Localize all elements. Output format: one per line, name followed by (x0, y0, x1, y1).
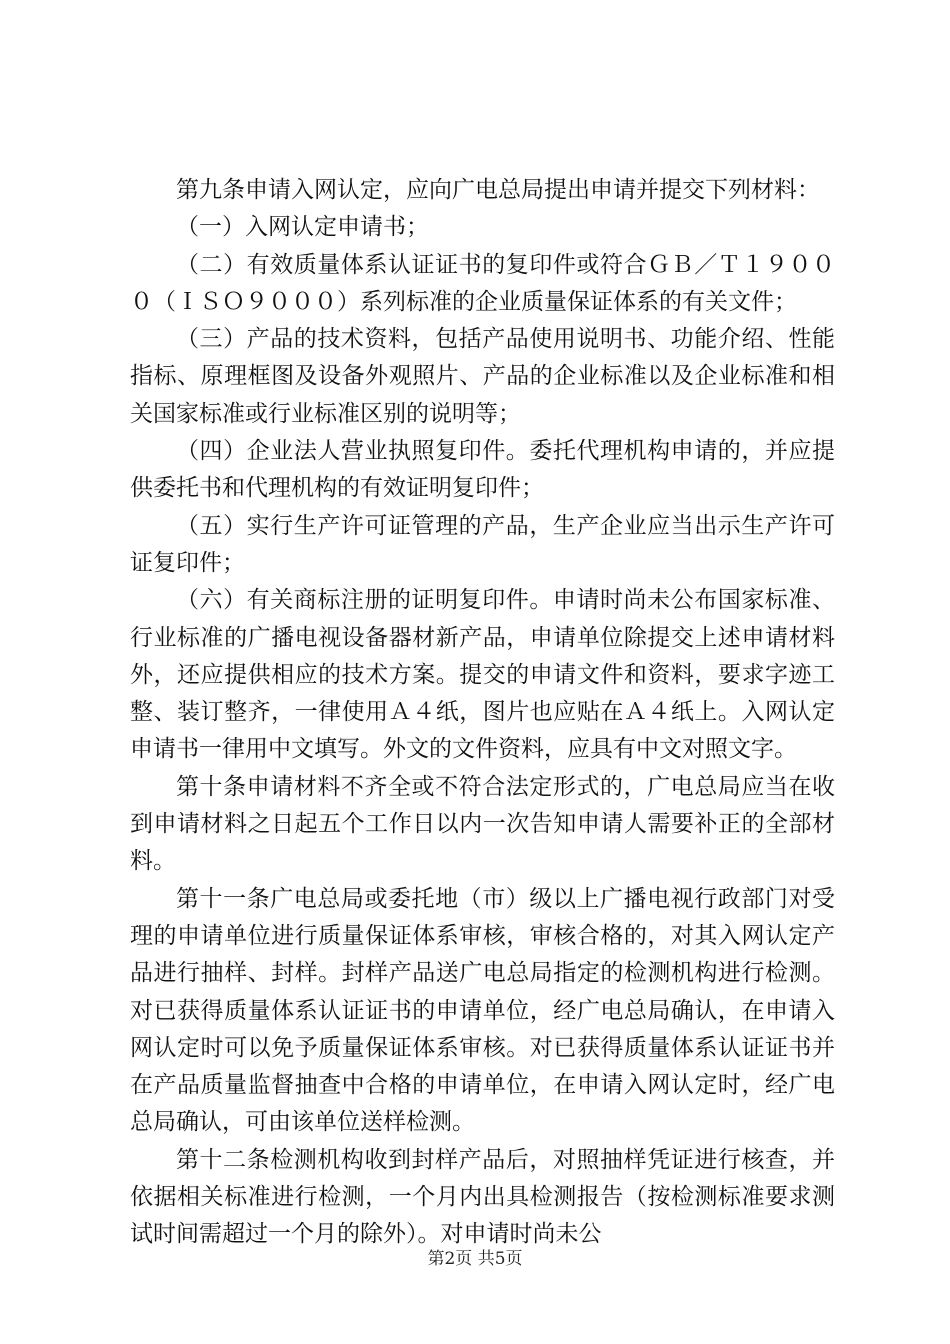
page-number-footer: 第2页 共5页 (427, 1249, 523, 1269)
paragraph-item-3: （三）产品的技术资料，包括产品使用说明书、功能介绍、性能指标、原理框图及设备外观照片、产品的企业标准以及企业标准和相关国家标准或行业标准区别的说明等； (130, 326, 835, 427)
paragraph-item-1: （一）入网认定申请书； (176, 214, 429, 241)
paragraph-article-10: 第十条申请材料不齐全或不符合法定形式的，广电总局应当在收到申请材料之日起五个工作日以内一次告知申请人需要补正的全部材料。 (130, 773, 835, 875)
paragraph-item-6: （六）有关商标注册的证明复印件。申请时尚未公布国家标准、行业标准的广播电视设备器材新产品，申请单位除提交上述申请材料外，还应提供相应的技术方案。提交的申请文件和资料，要求字迹工整、装订整齐，一律使用Ａ４纸，图片也应贴在Ａ４纸上。入网认定申请书一律用中文填写。外文的文件资料，应具有中文对照文字。 (130, 587, 835, 763)
document-body (130, 172, 835, 1254)
paragraph-article-9: 第九条申请入网认定，应向广电总局提出申请并提交下列材料： (176, 177, 820, 203)
paragraph-article-11: 第十一条广电总局或委托地（市）级以上广播电视行政部门对受理的申请单位进行质量保证体系审核，审核合格的，对其入网认定产品进行抽样、封样。封样产品送广电总局指定的检测机构进行检测。对已获得质量体系认证证书的申请单位，经广电总局确认，在申请入网认定时可以免予质量保证体系审核。对已获得质量体系认证证书并在产品质量监督抽查中合格的申请单位，在申请入网认定时，经广电总局确认，可由该单位送样检测。 (130, 885, 835, 1136)
paragraph-article-12: 第十二条检测机构收到封样产品后，对照抽样凭证进行核查，并依据相关标准进行检测，一个月内出具检测报告（按检测标准要求测试时间需超过一个月的除外）。对申请时尚未公 (130, 1146, 835, 1248)
paragraph-item-2: （二）有效质量体系认证证书的复印件或符合ＧＢ／Ｔ１９０００（ＩＳＯ９０００）系列标准的企业质量保证体系的有关文件； (130, 251, 835, 315)
paragraph-item-5: （五）实行生产许可证管理的产品，生产企业应当出示生产许可证复印件； (130, 512, 835, 576)
paragraph-item-4: （四）企业法人营业执照复印件。委托代理机构申请的，并应提供委托书和代理机构的有效证明复印件； (130, 438, 835, 502)
